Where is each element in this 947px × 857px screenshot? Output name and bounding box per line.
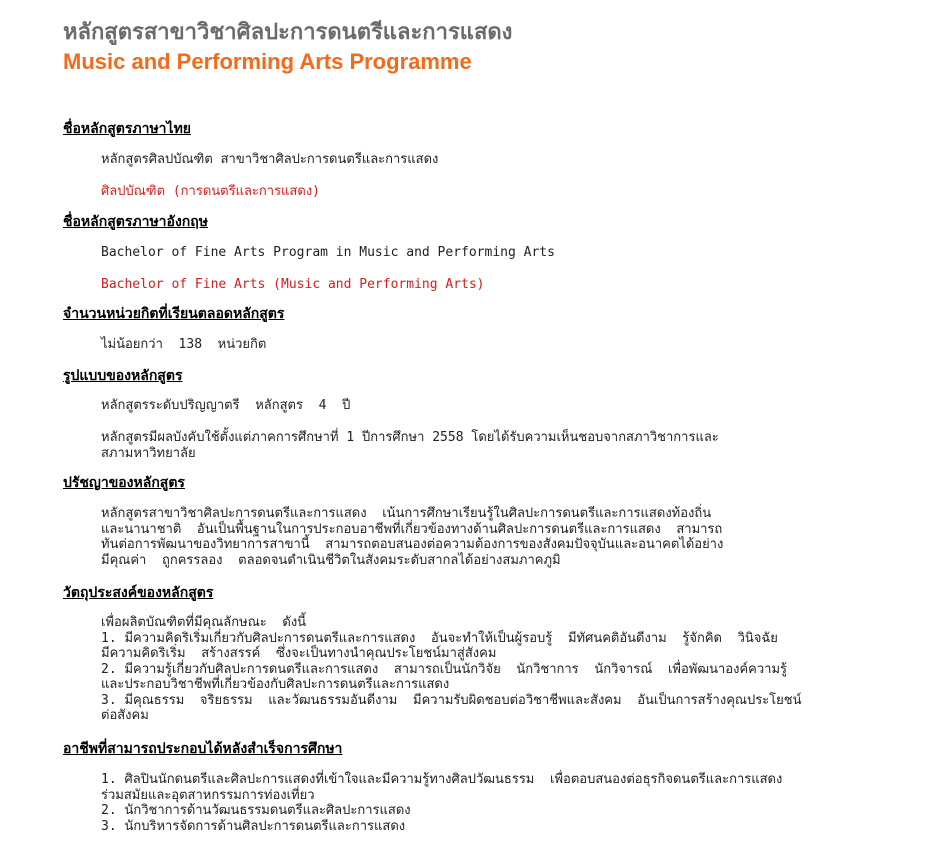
careers-line: 1. ศิลปินนักดนตรีและศิลปะการแสดงที่เข้าใจและมีความรู้ทางศิลปวัฒนธรรม เพื่อตอบสนองต่อธุรกิจดนตรีและการแสดง — [101, 772, 783, 787]
philosophy-text — [101, 506, 723, 568]
careers-line: ร่วมสมัยและอุตสาหกรรมการท่องเที่ยว — [101, 787, 315, 803]
objectives-text — [101, 615, 801, 724]
page-title-english: Music and Performing Arts Programme — [63, 49, 472, 74]
heading-thai-name: ชื่อหลักสูตรภาษาไทย — [63, 121, 192, 137]
objectives-line: มีความคิดริเริ่ม สร้างสรรค์ ซึ่งจะเป็นทางนำคุณประโยชน์มาสู่สังคม — [101, 646, 497, 661]
careers-line: 2. นักวิชาการด้านวัฒนธรรมดนตรีและศิลปะการแสดง — [101, 803, 411, 818]
thai-degree-name: ศิลปบัณฑิต (การดนตรีและการแสดง) — [101, 184, 320, 199]
objectives-line: ต่อสังคม — [101, 708, 149, 723]
philosophy-line: ทันต่อการพัฒนาของวิทยาการสาขานี้ สามารถตอบสนองต่อความต้องการของสังคมปัจจุบันและอนาคตได้อย่าง — [101, 537, 724, 552]
objectives-line: 1. มีความคิดริเริ่มเกี่ยวกับศิลปะการดนตรีและการแสดง อันจะทำให้เป็นผู้รอบรู้ มีทัศนคติอันดีงาม รู้จักคิด วินิจฉัย — [101, 630, 778, 646]
page-title-thai: หลักสูตรสาขาวิชาศิลปะการดนตรีและการแสดง — [63, 19, 513, 44]
format-level: หลักสูตรระดับปริญญาตรี หลักสูตร 4 ปี — [101, 398, 351, 413]
objectives-line: และประกอบวิชาชีพที่เกี่ยวข้องกับศิลปะการดนตรีและการแสดง — [101, 677, 450, 692]
heading-objectives: วัตถุประสงค์ของหลักสูตร — [63, 585, 214, 601]
careers-text — [101, 772, 782, 834]
objectives-line: เพื่อผลิตบัณฑิตที่มีคุณลักษณะ ดังนี้ — [101, 615, 307, 630]
careers-line: 3. นักบริหารจัดการด้านศิลปะการดนตรีและการแสดง — [101, 818, 406, 834]
philosophy-line: มีคุณค่า ถูกครรลอง ตลอดจนดำเนินชีวิตในสังคมระดับสากลได้อย่างสมภาคภูมิ — [101, 552, 561, 568]
objectives-line: 3. มีคุณธรรม จริยธรรม และวัฒนธรรมอันดีงาม มีความรับผิดชอบต่อวิชาชีพและสังคม อันเป็นการสร้างคุณประโยชน์ — [101, 692, 802, 708]
heading-english-name: ชื่อหลักสูตรภาษาอังกฤษ — [63, 214, 208, 230]
format-effective-line: หลักสูตรมีผลบังคับใช้ตั้งแต่ภาคการศึกษาที่ 1 ปีการศึกษา 2558 โดยได้รับความเห็นชอบจากสภาวิชาการและ — [101, 430, 719, 445]
objectives-line: 2. มีความรู้เกี่ยวกับศิลปะการดนตรีและการแสดง สามารถเป็นนักวิจัย นักวิชาการ นักวิจารณ์ เพื่อพัฒนาองค์ความรู้ — [101, 661, 788, 677]
philosophy-line: และนานาชาติ อันเป็นพื้นฐานในการประกอบอาชีพที่เกี่ยวข้องทางด้านศิลปะการดนตรีและการแสดง สามารถ — [101, 521, 723, 537]
heading-careers: อาชีพที่สามารถประกอบได้หลังสำเร็จการศึกษา — [63, 741, 343, 757]
thai-full-name: หลักสูตรศิลปบัณฑิต สาขาวิชาศิลปะการดนตรีและการแสดง — [101, 152, 439, 167]
format-effective-line: สภามหาวิทยาลัย — [101, 445, 196, 461]
heading-philosophy: ปรัชญาของหลักสูตร — [63, 475, 185, 491]
english-full-name: Bachelor of Fine Arts Program in Music and Performing Arts — [101, 245, 555, 260]
heading-format: รูปแบบของหลักสูตร — [63, 368, 183, 384]
philosophy-line: หลักสูตรสาขาวิชาศิลปะการดนตรีและการแสดง เน้นการศึกษาเรียนรู้ในศิลปะการดนตรีและการแสดงท้องถิ่น — [101, 506, 712, 521]
credits-text: ไม่น้อยกว่า 138 หน่วยกิต — [101, 337, 267, 352]
heading-credits: จำนวนหน่วยกิตที่เรียนตลอดหลักสูตร — [63, 306, 285, 322]
format-effective — [101, 430, 719, 461]
english-degree-name: Bachelor of Fine Arts (Music and Performing Arts) — [101, 277, 485, 292]
